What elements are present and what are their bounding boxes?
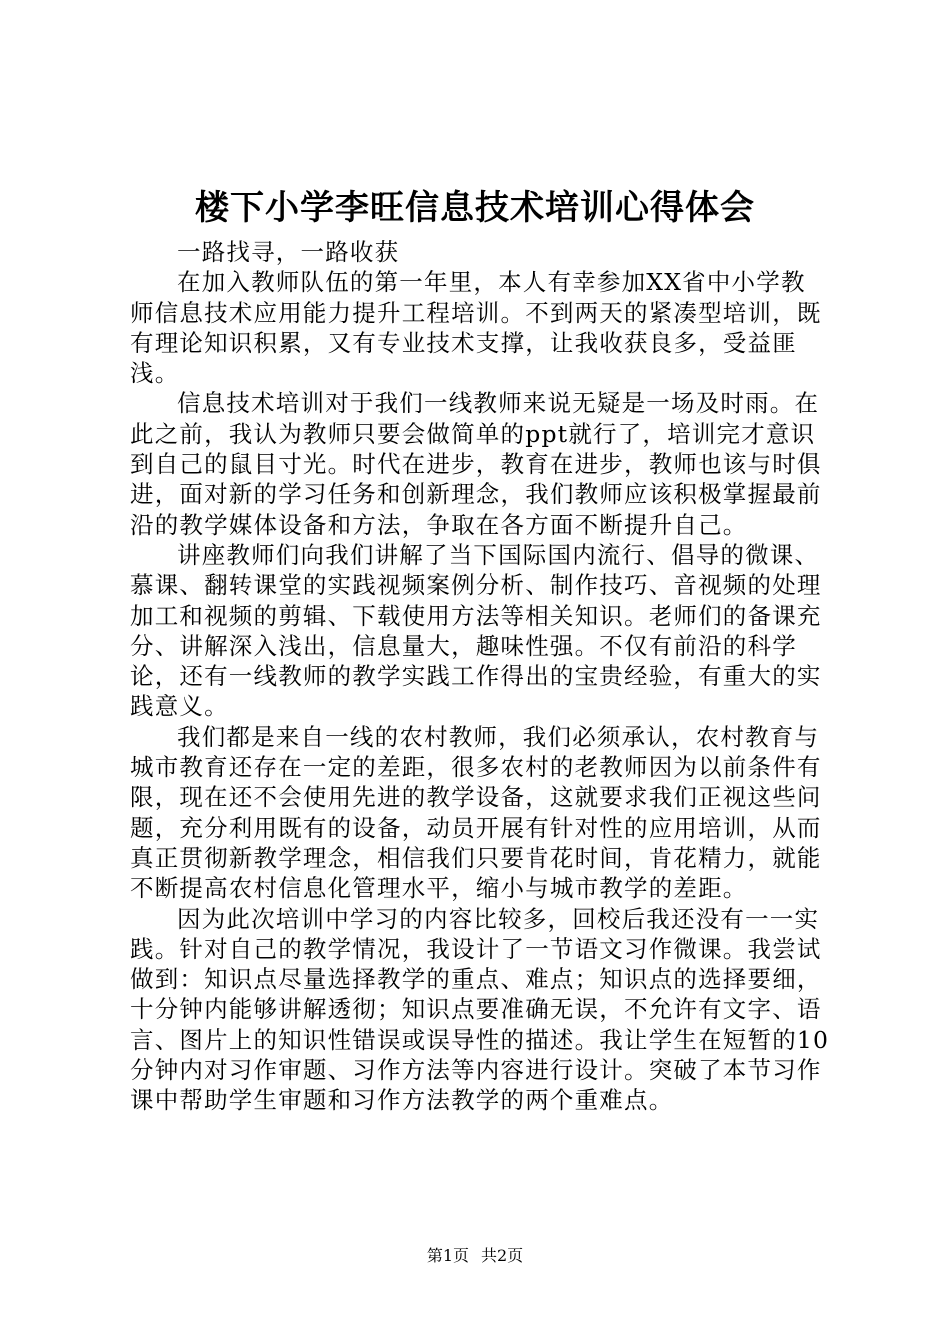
- document-title: 楼下小学李旺信息技术培训心得体会: [195, 188, 755, 228]
- body-paragraph: 信息技术培训对于我们一线教师来说无疑是一场及时雨。在此之前，我认为教师只要会做简单的ppt就行了，培训完才意识到自己的鼠目寸光。时代在进步，教育在进步，教师也该与时俱进，面对新的学习任务和创新理念，我们教师应该积极掌握最前沿的教学媒体设备和方法，争取在各方面不断提升自己。: [130, 389, 822, 539]
- body-paragraph: 在加入教师队伍的第一年里，本人有幸参加XX省中小学教师信息技术应用能力提升工程培训。不到两天的紧凑型培训，既有理论知识积累，又有专业技术支撑，让我收获良多，受益匪浅。: [130, 268, 822, 388]
- document-body: [130, 237, 830, 1116]
- body-paragraph: 我们都是来自一线的农村教师，我们必须承认，农村教育与城市教育还存在一定的差距，很多农村的老教师因为以前条件有限，现在还不会使用先进的教学设备，这就要求我们正视这些问题，充分利用既有的设备，动员开展有针对性的应用培训，从而真正贯彻新教学理念，相信我们只要肯花时间，肯花精力，就能不断提高农村信息化管理水平，缩小与城市教学的差距。: [130, 722, 822, 903]
- body-paragraph: 讲座教师们向我们讲解了当下国际国内流行、倡导的微课、慕课、翻转课堂的实践视频案例分析、制作技巧、音视频的处理加工和视频的剪辑、下载使用方法等相关知识。老师们的备课充分、讲解深入浅出，信息量大，趣味性强。不仅有前沿的科学论，还有一线教师的教学实践工作得出的宝贵经验，有重大的实践意义。: [130, 540, 822, 721]
- body-paragraph: 因为此次培训中学习的内容比较多，回校后我还没有一一实践。针对自己的教学情况，我设计了一节语文习作微课。我尝试做到：知识点尽量选择教学的重点、难点；知识点的选择要细，十分钟内能够讲解透彻；知识点要准确无误，不允许有文字、语言、图片上的知识性错误或误导性的描述。我让学生在短暂的10分钟内对习作审题、习作方法等内容进行设计。突破了本节习作课中帮助学生审题和习作方法教学的两个重难点。: [130, 904, 830, 1115]
- page-number: 第1页: [426, 1246, 469, 1265]
- page-footer: [0, 1246, 950, 1266]
- page-total: 共2页: [481, 1246, 524, 1265]
- subtitle-paragraph: 一路找寻，一路收获: [177, 238, 400, 266]
